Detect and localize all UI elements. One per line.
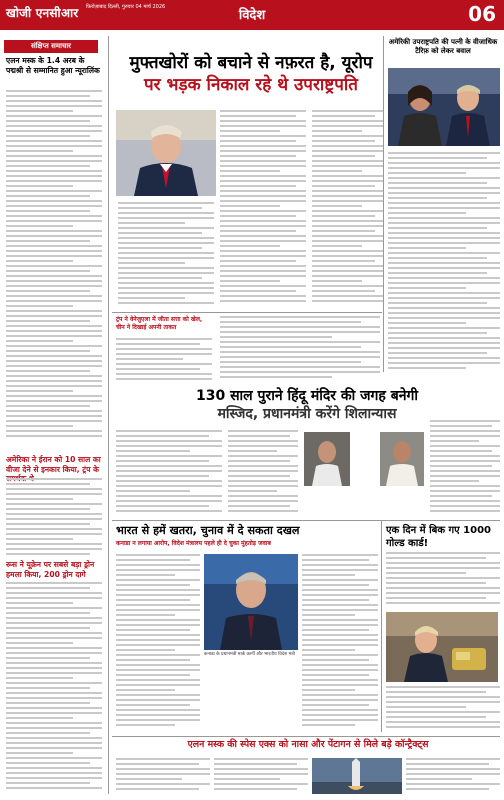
- sidebar-story-3-title: रूस ने यूक्रेन पर सबसे बड़ा ड्रोन हमला किया, 200 ड्रोन दागे: [6, 560, 95, 579]
- gold-card-body-bottom: [386, 686, 500, 730]
- temple-headline-line-2: मस्जिद, प्रधानमंत्री करेंगे शिलान्यास: [217, 406, 397, 422]
- sidebar-story-1-title: एलन मस्क के 1.4 अरब के पद्मश्री से सम्मानित हुआ न्यूरालिंक: [6, 56, 100, 75]
- nasa-body-col-1: [116, 758, 210, 794]
- temple-photo-1: [304, 432, 350, 486]
- bharat-photo-caption: कनाडा के प्रधानमंत्री मार्क कार्नी और भारतीय विदेश मंत्री: [204, 652, 295, 657]
- main-headline: [112, 52, 390, 96]
- sidebar-label: संक्षिप्त समाचार: [4, 40, 98, 53]
- sidebar-story-3-body: [6, 582, 102, 794]
- sidebar-story-1-body: [6, 90, 102, 450]
- main-story-photo: [116, 110, 216, 196]
- top-right-headline: अमेरिकी उपराष्ट्रपति की पत्नी के वीजाधिक टैरिफ़ को लेकर बवाल: [388, 38, 498, 55]
- temple-headline-line-1: 130 साल पुराने हिंदू मंदिर की जगह बनेगी: [195, 388, 418, 404]
- top-right-photo: [388, 68, 500, 146]
- bharat-photo: [204, 554, 298, 650]
- temple-side-body: [220, 316, 380, 382]
- temple-body-col-3: [430, 420, 500, 514]
- main-story-body-col-1: [118, 202, 214, 306]
- bharat-body-col-2: [302, 554, 378, 730]
- nasa-body-col-2: [214, 758, 308, 794]
- page-number: 06: [468, 2, 496, 26]
- temple-kicker-body: [116, 338, 212, 382]
- bharat-headline: भारत से हमें खतरा, चुनाव में दे सकता दखल: [116, 524, 300, 537]
- bharat-body-col-1: [116, 554, 200, 730]
- gold-card-photo: [386, 612, 498, 682]
- main-story-body-col-3: [312, 110, 384, 306]
- section-title: विदेश: [238, 8, 266, 23]
- sidebar-story-2-body: [6, 478, 102, 556]
- temple-body-col-1: [116, 430, 222, 514]
- gold-card-body-top: [386, 552, 500, 608]
- nasa-body-col-3: [406, 758, 500, 794]
- temple-photo-2: [380, 432, 424, 486]
- dateline: फ़िरोज़ाबाद दिल्ली, गुरुवार 04 मार्च 2026: [86, 4, 166, 10]
- nasa-photo: [312, 758, 402, 794]
- newspaper-brand: खोजी एनसीआर: [6, 6, 79, 20]
- main-headline-line-2: पर भड़क निकाल रहे थे उपराष्ट्रपति: [144, 75, 358, 95]
- temple-headline: [116, 387, 498, 423]
- sidebar-story-2-title: अमेरिका ने ईरान को 10 साल का वीजा देने से इनकार किया, ट्रंप के: [6, 455, 101, 474]
- masthead: [0, 0, 504, 30]
- temple-body-col-2: [228, 430, 298, 514]
- main-headline-line-1: मुफ्तखोरों को बचाने से नफ़रत है, यूरोप: [129, 53, 373, 73]
- bharat-subheadline: कनाडा न लगाया आरोप, विदेश मंत्रालय पहले ही दे चुका मुंहतोड़ जवाब: [116, 540, 271, 547]
- nasa-headline: एलन मस्क की स्पेस एक्स को नासा और पेंटागन से मिले बड़े कॉन्ट्रैक्ट्स: [187, 739, 429, 750]
- temple-kicker-headline: ट्रंप ने वेनेजुएला में जीता सत्ता को खेल, चीन ने दिखाई अपनी ताकत: [116, 316, 203, 331]
- main-story-body-col-2: [220, 110, 306, 306]
- gold-card-headline: एक दिन में बिक गए 1000 गोल्ड कार्ड!: [386, 525, 492, 549]
- top-right-body: [388, 152, 500, 374]
